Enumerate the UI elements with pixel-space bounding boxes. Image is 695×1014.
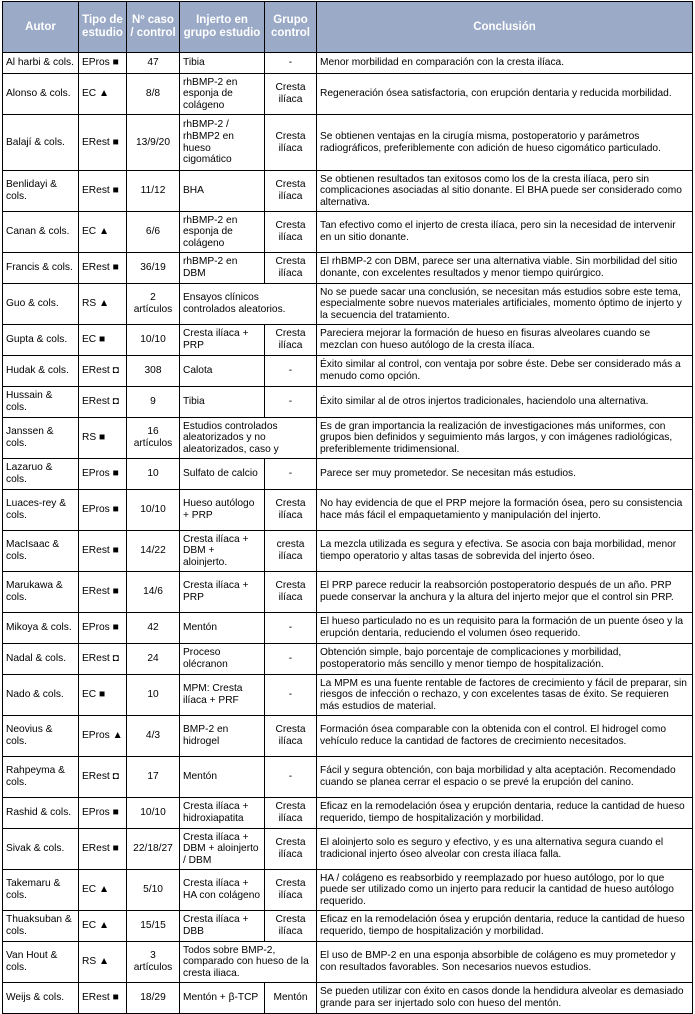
cell-grupo: Cresta ilíaca (265, 798, 317, 829)
header-caso-control: Nº caso / control (127, 2, 180, 53)
cell-conclusion: Obtención simple, bajo porcentaje de complicaciones y morbilidad, postoperatorio más sencillo y menor tiempo de hospitalización. (317, 644, 693, 675)
cell-conclusion: Se pueden utilizar con éxito en casos donde la hendidura alveolar es demasiado grande para ser injertado solo con hueso del mentón. (317, 983, 693, 1014)
cell-autor: Marukawa & cols. (3, 572, 79, 613)
cell-tipo: EC ▲ (79, 911, 127, 942)
cell-caso: 11/12 (127, 171, 180, 212)
table-row (3, 74, 693, 115)
cell-autor: Benlidayi & cols. (3, 171, 79, 212)
cell-conclusion: Formación ósea comparable con la obtenida con el control. El hidrogel como vehículo reduce la cantidad de factores de crecimiento necesitados. (317, 716, 693, 757)
cell-tipo: EPros ■ (79, 490, 127, 531)
cell-autor: MacIsaac & cols. (3, 531, 79, 572)
cell-injerto: Calota (180, 356, 265, 387)
cell-grupo: Cresta ilíaca (265, 253, 317, 284)
cell-autor: Neovius & cols. (3, 716, 79, 757)
cell-caso: 17 (127, 757, 180, 798)
cell-caso: 8/8 (127, 74, 180, 115)
cell-tipo: EC ▲ (79, 212, 127, 253)
cell-caso: 308 (127, 356, 180, 387)
cell-injerto: Tibia (180, 387, 265, 418)
cell-grupo: - (265, 613, 317, 644)
cell-autor: Rashid & cols. (3, 798, 79, 829)
cell-caso: 16 artículos (127, 418, 180, 459)
table-row (3, 531, 693, 572)
cell-grupo: Cresta ilíaca (265, 74, 317, 115)
table-row (3, 325, 693, 356)
cell-grupo: cresta ilíaca (265, 531, 317, 572)
header-tipo-estudio: Tipo de estudio (79, 2, 127, 53)
cell-caso: 10/10 (127, 798, 180, 829)
cell-caso: 18/29 (127, 983, 180, 1014)
cell-conclusion: Eficaz en la remodelación ósea y erupción dentaria, reduce la cantidad de hueso requerido, tiempo de hospitalización y morbilidad. (317, 798, 693, 829)
table-row (3, 675, 693, 716)
cell-caso: 5/10 (127, 870, 180, 911)
table-row (3, 53, 693, 74)
table-row (3, 829, 693, 870)
cell-conclusion: Eficaz en la remodelación ósea y erupción dentaria, reduce la cantidad de hueso requerido, tiempo de hospitalización y morbilidad. (317, 911, 693, 942)
cell-conclusion: Pareciera mejorar la formación de hueso en fisuras alveolares cuando se mezclan con hueso autólogo de la cresta ilíaca. (317, 325, 693, 356)
cell-conclusion: El rhBMP-2 con DBM, parece ser una alternativa viable. Sin morbilidad del sitio donante, con excelentes resultados y menor tiempo quirúrgico. (317, 253, 693, 284)
cell-caso: 4/3 (127, 716, 180, 757)
cell-grupo: Mentón (265, 983, 317, 1014)
cell-grupo: Cresta ilíaca (265, 911, 317, 942)
cell-injerto: Todos sobre BMP-2, comparado con hueso de la cresta iliaca. (180, 942, 317, 983)
cell-injerto: Estudios controlados aleatorizados y no aleatorizados, caso y (180, 418, 317, 459)
cell-injerto: Cresta ilíaca + hidroxiapatita (180, 798, 265, 829)
cell-caso: 6/6 (127, 212, 180, 253)
cell-autor: Thuaksuban & cols. (3, 911, 79, 942)
cell-injerto: rhBMP-2 en DBM (180, 253, 265, 284)
cell-caso: 36/19 (127, 253, 180, 284)
header-conclusion: Conclusión (317, 2, 693, 53)
cell-caso: 14/22 (127, 531, 180, 572)
cell-tipo: ERest ■ (79, 572, 127, 613)
cell-autor: Luaces-rey & cols. (3, 490, 79, 531)
cell-caso: 22/18/27 (127, 829, 180, 870)
cell-conclusion: Fácil y segura obtención, con baja morbilidad y alta aceptación. Recomendado cuando se planea cerrar el espacio o se prevé la erupción del canino. (317, 757, 693, 798)
cell-grupo: - (265, 675, 317, 716)
cell-tipo: EC ■ (79, 675, 127, 716)
cell-tipo: EPros ■ (79, 53, 127, 74)
cell-grupo: Cresta ilíaca (265, 716, 317, 757)
cell-injerto: MPM: Cresta ilíaca + PRF (180, 675, 265, 716)
cell-autor: Alonso & cols. (3, 74, 79, 115)
cell-grupo: - (265, 356, 317, 387)
cell-autor: Guo & cols. (3, 284, 79, 325)
table-row (3, 253, 693, 284)
header-autor: Autor (3, 2, 79, 53)
table-row (3, 911, 693, 942)
cell-conclusion: El aloinjerto solo es seguro y efectivo, y es una alternativa segura cuando el tradicional injerto óseo alveolar con cresta ilíaca falla. (317, 829, 693, 870)
header-grupo-control: Grupo control (265, 2, 317, 53)
table-row (3, 716, 693, 757)
cell-injerto: Tibia (180, 53, 265, 74)
cell-tipo: ERest ◘ (79, 644, 127, 675)
table-row (3, 644, 693, 675)
cell-caso: 2 artículos (127, 284, 180, 325)
table-row (3, 212, 693, 253)
cell-injerto: Sulfato de calcio (180, 459, 265, 490)
cell-grupo: Cresta ilíaca (265, 572, 317, 613)
cell-tipo: ERest ■ (79, 983, 127, 1014)
cell-grupo: - (265, 459, 317, 490)
cell-conclusion: La mezcla utilizada es segura y efectiva. Se asocia con baja morbilidad, menor tiempo operatorio y altas tasas de sobrevida del injerto óseo. (317, 531, 693, 572)
cell-tipo: ERest ◘ (79, 757, 127, 798)
cell-caso: 47 (127, 53, 180, 74)
cell-tipo: ERest ■ (79, 253, 127, 284)
cell-caso: 10 (127, 459, 180, 490)
cell-injerto: Cresta ilíaca + PRP (180, 572, 265, 613)
cell-autor: Hussain & cols. (3, 387, 79, 418)
cell-caso: 9 (127, 387, 180, 418)
cell-autor: Nadal & cols. (3, 644, 79, 675)
cell-autor: Janssen & cols. (3, 418, 79, 459)
cell-injerto: Cresta ilíaca + DBM + aloinjerto. (180, 531, 265, 572)
cell-injerto: rhBMP-2 en esponja de colágeno (180, 212, 265, 253)
cell-conclusion: No hay evidencia de que el PRP mejore la formación ósea, pero su consistencia hace más fácil el empaquetamiento y manipulación del injerto. (317, 490, 693, 531)
cell-tipo: EC ▲ (79, 870, 127, 911)
cell-injerto: rhBMP-2 / rhBMP2 en hueso cigomático (180, 115, 265, 171)
cell-tipo: RS ■ (79, 418, 127, 459)
cell-caso: 42 (127, 613, 180, 644)
cell-tipo: RS ▲ (79, 284, 127, 325)
table-row (3, 798, 693, 829)
cell-injerto: rhBMP-2 en esponja de colágeno (180, 74, 265, 115)
cell-conclusion: Éxito similar al control, con ventaja por sobre éste. Debe ser considerado más a menudo como opción. (317, 356, 693, 387)
cell-conclusion: Parece ser muy prometedor. Se necesitan más estudios. (317, 459, 693, 490)
header-injerto: Injerto en grupo estudio (180, 2, 265, 53)
cell-conclusion: HA / colágeno es reabsorbido y reemplazado por hueso autólogo, por lo que puede ser utilizado como un injerto para reducir la cantidad de hueso autólogo requerido. (317, 870, 693, 911)
cell-autor: Sivak & cols. (3, 829, 79, 870)
cell-grupo: Cresta ilíaca (265, 490, 317, 531)
cell-caso: 10/10 (127, 325, 180, 356)
cell-grupo: - (265, 644, 317, 675)
cell-autor: Balají & cols. (3, 115, 79, 171)
cell-grupo: Cresta ilíaca (265, 115, 317, 171)
cell-grupo: Cresta ilíaca (265, 171, 317, 212)
cell-tipo: EC ■ (79, 325, 127, 356)
cell-tipo: RS ▲ (79, 942, 127, 983)
cell-autor: Mikoya & cols. (3, 613, 79, 644)
cell-autor: Al harbi & cols. (3, 53, 79, 74)
cell-conclusion: Menor morbilidad en comparación con la cresta ilíaca. (317, 53, 693, 74)
cell-grupo: Cresta ilíaca (265, 829, 317, 870)
cell-injerto: Ensayos clínicos controlados aleatorios. (180, 284, 317, 325)
table-row (3, 387, 693, 418)
cell-autor: Van Hout & cols. (3, 942, 79, 983)
table-row (3, 418, 693, 459)
cell-injerto: Cresta ilíaca + DBB (180, 911, 265, 942)
cell-injerto: BMP-2 en hidrogel (180, 716, 265, 757)
table-row (3, 171, 693, 212)
cell-tipo: ERest ■ (79, 115, 127, 171)
cell-injerto: Cresta ilíaca + PRP (180, 325, 265, 356)
table-row (3, 942, 693, 983)
table-row (3, 572, 693, 613)
cell-tipo: ERest ■ (79, 531, 127, 572)
cell-conclusion: Se obtienen resultados tan exitosos como los de la cresta ilíaca, pero sin complicaciones asociadas al sitio donante. El BHA puede ser considerado como alternativa. (317, 171, 693, 212)
cell-tipo: EPros ■ (79, 613, 127, 644)
cell-injerto: BHA (180, 171, 265, 212)
cell-autor: Francis & cols. (3, 253, 79, 284)
cell-conclusion: Tan efectivo como el injerto de cresta ilíaca, pero sin la necesidad de intervenir en un sitio donante. (317, 212, 693, 253)
table-row (3, 356, 693, 387)
cell-injerto: Cresta ilíaca + HA con colágeno (180, 870, 265, 911)
cell-injerto: Hueso autólogo + PRP (180, 490, 265, 531)
header-row (3, 2, 693, 53)
cell-grupo: - (265, 53, 317, 74)
cell-injerto: Mentón (180, 757, 265, 798)
cell-autor: Weijs & cols. (3, 983, 79, 1014)
table-row (3, 613, 693, 644)
table-row (3, 459, 693, 490)
studies-table (2, 1, 693, 1014)
cell-tipo: ERest ■ (79, 171, 127, 212)
cell-caso: 10 (127, 675, 180, 716)
cell-conclusion: La MPM es una fuente rentable de factores de crecimiento y fácil de preparar, sin riesgos de infección o rechazo, y con excelentes tasas de éxito. Se requieren más estudios de material. (317, 675, 693, 716)
cell-caso: 24 (127, 644, 180, 675)
table-row (3, 983, 693, 1014)
table-row (3, 757, 693, 798)
cell-grupo: - (265, 757, 317, 798)
cell-conclusion: Se obtienen ventajas en la cirugía misma, postoperatorio y parámetros radiográficos, preferiblemente con adición de hueso cigomático particulado. (317, 115, 693, 171)
cell-grupo: - (265, 387, 317, 418)
cell-conclusion: Éxito similar al de otros injertos tradicionales, haciendolo una alternativa. (317, 387, 693, 418)
cell-autor: Canan & cols. (3, 212, 79, 253)
cell-conclusion: El PRP parece reducir la reabsorción postoperatorio después de un año. PRP puede conservar la anchura y la altura del injerto mejor que el control sin PRP. (317, 572, 693, 613)
cell-caso: 14/6 (127, 572, 180, 613)
cell-conclusion: El uso de BMP-2 en una esponja absorbible de colágeno es muy prometedor y con resultados favorables. Son necesarios nuevos estudios. (317, 942, 693, 983)
cell-tipo: ERest ■ (79, 829, 127, 870)
cell-tipo: ERest ◘ (79, 356, 127, 387)
table-row (3, 490, 693, 531)
table-row (3, 870, 693, 911)
cell-conclusion: Regeneración ósea satisfactoria, con erupción dentaria y reducida morbilidad. (317, 74, 693, 115)
cell-caso: 3 artículos (127, 942, 180, 983)
cell-tipo: ERest ◘ (79, 387, 127, 418)
cell-conclusion: No se puede sacar una conclusión, se necesitan más estudios sobre este tema, especialmente sobre nuevos materiales artificiales, momento óptimo de injerto y la secuencia del tratamiento. (317, 284, 693, 325)
cell-injerto: Mentón (180, 613, 265, 644)
cell-autor: Hudak & cols. (3, 356, 79, 387)
cell-tipo: EC ▲ (79, 74, 127, 115)
cell-injerto: Proceso olécranon (180, 644, 265, 675)
table-row (3, 284, 693, 325)
cell-autor: Lazaruo & cols. (3, 459, 79, 490)
cell-grupo: Cresta ilíaca (265, 212, 317, 253)
cell-caso: 13/9/20 (127, 115, 180, 171)
cell-caso: 10/10 (127, 490, 180, 531)
cell-autor: Rahpeyma & cols. (3, 757, 79, 798)
cell-autor: Gupta & cols. (3, 325, 79, 356)
cell-conclusion: El hueso particulado no es un requisito para la formación de un puente óseo y la erupción dentaria, reduciendo el volumen óseo requerido. (317, 613, 693, 644)
table-row (3, 115, 693, 171)
cell-autor: Takemaru & cols. (3, 870, 79, 911)
cell-injerto: Cresta ilíaca + DBM + aloinjerto / DBM (180, 829, 265, 870)
cell-grupo: Cresta ilíaca (265, 325, 317, 356)
cell-tipo: EPros ▲ (79, 716, 127, 757)
cell-autor: Nado & cols. (3, 675, 79, 716)
cell-grupo: Cresta ilíaca (265, 870, 317, 911)
cell-caso: 15/15 (127, 911, 180, 942)
cell-conclusion: Es de gran importancia la realización de investigaciones más uniformes, con grupos bien definidos y seguimiento más largos, y con imágenes radiológicas, preferiblemente tridimensional. (317, 418, 693, 459)
cell-tipo: EPros ■ (79, 798, 127, 829)
cell-injerto: Mentón + β-TCP (180, 983, 265, 1014)
cell-tipo: EPros ■ (79, 459, 127, 490)
